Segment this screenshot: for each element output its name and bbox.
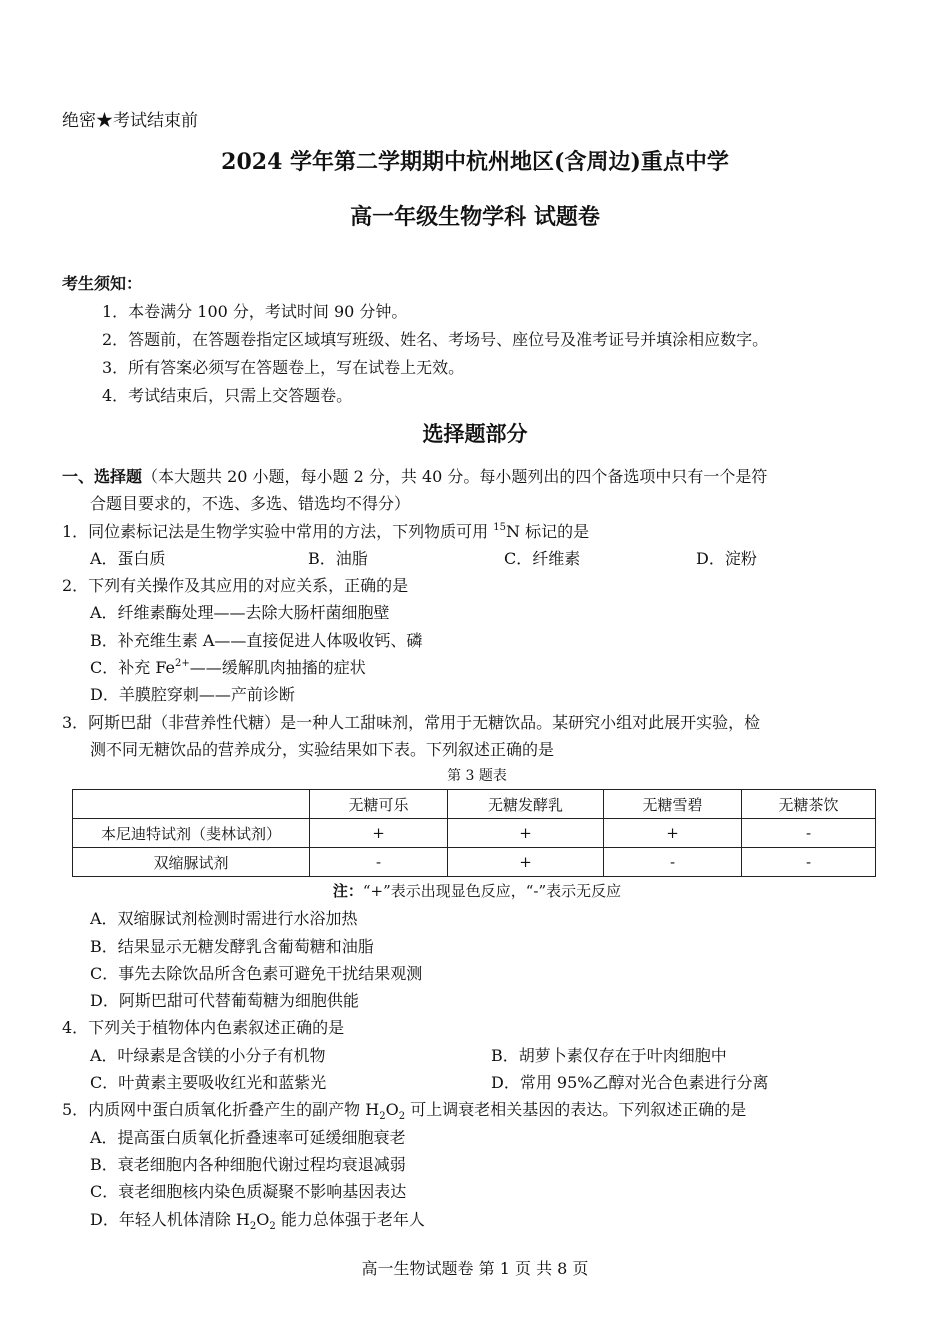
notice-item: 2．答题前，在答题卷指定区域填写班级、姓名、考场号、座位号及准考证号并填涂相应数字。 (102, 330, 769, 349)
q5-option-d-sub: 2 (249, 1220, 257, 1232)
q5-stem-sub: 2 (398, 1111, 406, 1123)
q3-option-a: A．双缩脲试剂检测时需进行水浴加热 (90, 909, 358, 929)
section-intro (62, 463, 892, 490)
table-cell: + (448, 819, 604, 848)
notice-item: 4．考试结束后，只需上交答题卷。 (102, 386, 353, 405)
q2-option-c-pre: C．补充 Fe (90, 658, 176, 678)
q2-option-c-sup: 2+ (175, 658, 190, 670)
table-header-cell (73, 790, 310, 819)
q4-option-b: B．胡萝卜素仅存在于叶肉细胞中 (491, 1045, 727, 1065)
q4-options-row1 (62, 1042, 892, 1069)
table-cell: + (604, 819, 742, 848)
q5-option-c: C．衰老细胞核内染色质凝聚不影响基因表达 (90, 1182, 407, 1202)
notice-list (102, 298, 768, 410)
section-intro-label: 一、选择题 (62, 467, 143, 486)
q1-stem (62, 518, 892, 545)
q2-stem: 2．下列有关操作及其应用的对应关系，正确的是 (62, 576, 409, 596)
section-intro-text: （本大题共 20 小题，每小题 2 分，共 40 分。每小题列出的四个备选项中只有一个是符 (142, 467, 768, 486)
q1-sup: 15 (493, 521, 507, 533)
table-cell: 本尼迪特试剂（斐林试剂） (73, 819, 310, 848)
q4-options-row2 (62, 1069, 892, 1096)
table-cell: + (448, 848, 604, 877)
q4-stem: 4．下列关于植物体内色素叙述正确的是 (62, 1018, 345, 1038)
q1-option-a: A．蛋白质 (90, 548, 166, 568)
q2-option-d: D．羊膜腔穿刺——产前诊断 (90, 685, 295, 705)
q3-option-d: D．阿斯巴甜可代替葡萄糖为细胞供能 (90, 991, 359, 1011)
q3-note-label: 注： (332, 882, 363, 901)
q5-stem-mid: O (385, 1100, 399, 1120)
table-header-cell: 无糖雪碧 (604, 790, 742, 819)
notice-heading: 考生须知： (62, 274, 143, 293)
q5-option-d-post: 能力总体强于老年人 (275, 1209, 425, 1229)
q1-stem-post: N 标记的是 (506, 521, 590, 541)
q1-option-c: C．纤维素 (504, 548, 581, 568)
q3-table-caption: 第 3 题表 (447, 768, 507, 785)
table-header-cell: 无糖茶饮 (742, 790, 876, 819)
table-cell: - (310, 848, 448, 877)
notice-item: 3．所有答案必须写在答题卷上，写在试卷上无效。 (102, 358, 465, 377)
q3-option-c: C．事先去除饮品所含色素可避免干扰结果观测 (90, 963, 423, 983)
q5-option-a: A．提高蛋白质氧化折叠速率可延缓细胞衰老 (90, 1127, 406, 1147)
q1-option-b: B．油脂 (308, 548, 368, 568)
q5-stem (62, 1096, 892, 1123)
q2-option-c (62, 654, 892, 681)
table-header-cell: 无糖可乐 (310, 790, 448, 819)
q3-table (72, 789, 876, 877)
q4-option-c: C．叶黄素主要吸收红光和蓝紫光 (90, 1073, 327, 1093)
q5-option-d-sub: 2 (269, 1220, 276, 1232)
q4-option-d: D．常用 95%乙醇对光合色素进行分离 (491, 1073, 769, 1093)
table-cell: - (742, 848, 876, 877)
q2-option-c-post: ——缓解肌肉抽搐的症状 (189, 658, 366, 678)
table-header-cell: 无糖发酵乳 (448, 790, 604, 819)
q3-note-text: “+”表示出现显色反应，“-”表示无反应 (362, 882, 622, 901)
q5-option-d-pre: D．年轻人机体清除 H (90, 1209, 250, 1229)
q1-stem-pre: 1．同位素标记法是生物学实验中常用的方法，下列物质可用 (62, 521, 494, 541)
q5-option-d-mid: O (256, 1209, 270, 1229)
table-header-row (73, 790, 876, 819)
table-cell: - (742, 819, 876, 848)
table-cell: 双缩脲试剂 (73, 848, 310, 877)
q4-option-a: A．叶绿素是含镁的小分子有机物 (90, 1045, 326, 1065)
questions (62, 463, 892, 1233)
notice-item: 1．本卷满分 100 分，考试时间 90 分钟。 (102, 302, 408, 321)
secret-mark: 绝密★考试结束前 (62, 111, 198, 131)
table-cell: - (604, 848, 742, 877)
exam-subtitle: 高一年级生物学科 试题卷 (350, 204, 600, 230)
q3-option-b: B．结果显示无糖发酵乳含葡萄糖和油脂 (90, 936, 374, 956)
q5-stem-post: 可上调衰老相关基因的表达。下列叙述正确的是 (405, 1100, 747, 1120)
table-row (73, 819, 876, 848)
section-intro-text2: 合题目要求的，不选、多选、错选均不得分） (90, 494, 411, 514)
q2-option-b: B．补充维生素 A——直接促进人体吸收钙、磷 (90, 630, 423, 650)
q3-table-note (62, 877, 892, 905)
section-title: 选择题部分 (422, 421, 528, 446)
q2-option-a: A．纤维素酶处理——去除大肠杆菌细胞壁 (90, 603, 390, 623)
table-cell: + (310, 819, 448, 848)
q5-option-d (62, 1206, 892, 1233)
q3-stem2: 测不同无糖饮品的营养成分，实验结果如下表。下列叙述正确的是 (90, 739, 555, 759)
q3-stem1: 3．阿斯巴甜（非营养性代糖）是一种人工甜味剂，常用于无糖饮品。某研究小组对此展开实验，检 (62, 712, 761, 732)
q1-options (62, 545, 892, 572)
page-footer: 高一生物试题卷 第 1 页 共 8 页 (361, 1259, 589, 1278)
q5-stem-sub: 2 (379, 1111, 386, 1123)
exam-title: 2024 学年第二学期期中杭州地区(含周边)重点中学 (221, 149, 729, 175)
table-row (73, 848, 876, 877)
q5-option-b: B．衰老细胞内各种细胞代谢过程均衰退减弱 (90, 1154, 406, 1174)
q1-option-d: D．淀粉 (696, 548, 757, 568)
q5-stem-pre: 5．内质网中蛋白质氧化折叠产生的副产物 H (62, 1100, 380, 1120)
